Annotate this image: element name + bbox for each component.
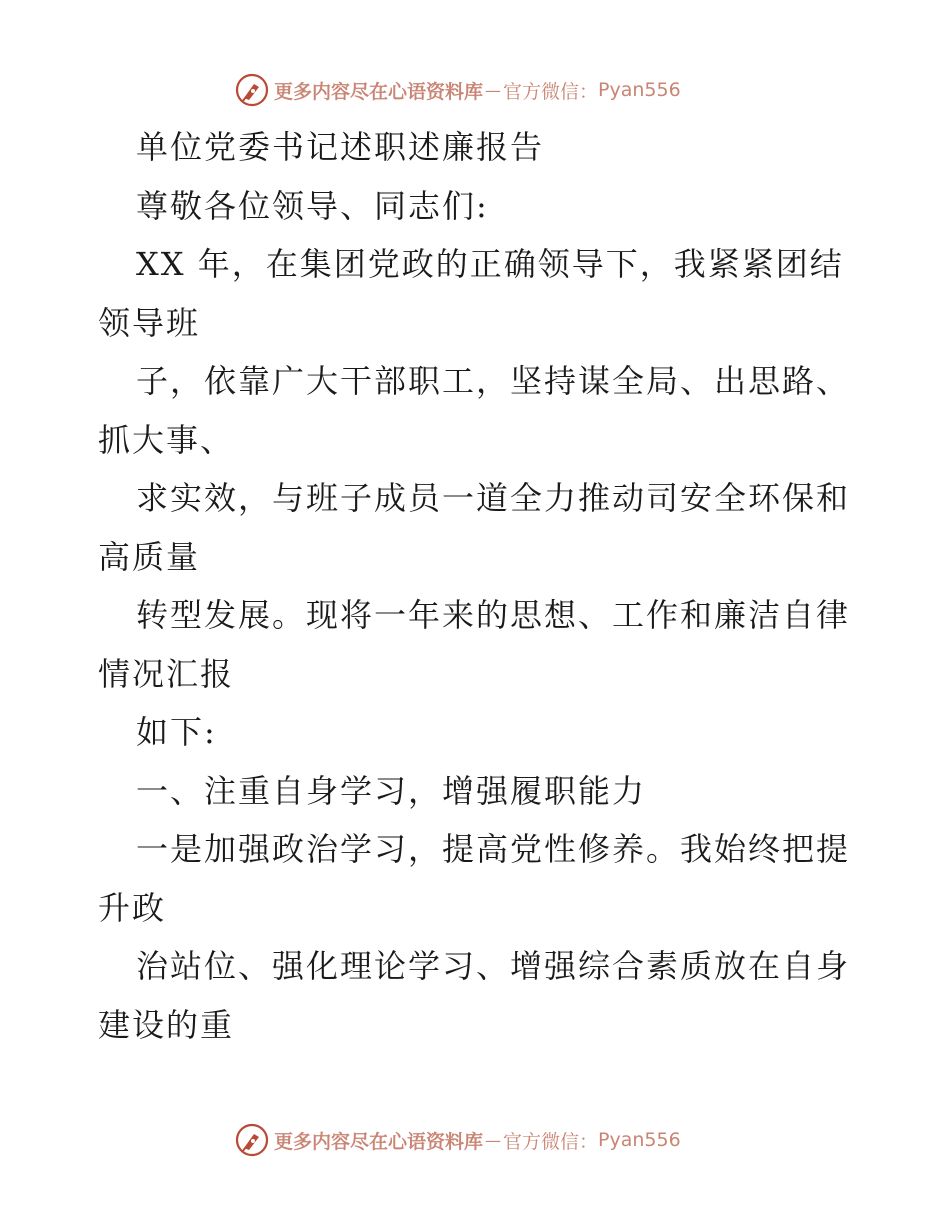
- banner-wechat-label: 官方微信：: [503, 80, 599, 103]
- doc-line: 抓大事、: [98, 420, 235, 459]
- pen-nib-logo-icon: [234, 1122, 270, 1158]
- doc-line: 如下:: [136, 713, 217, 751]
- banner-separator: —: [485, 1130, 502, 1150]
- doc-line: XX 年，在集团党政的正确领导下，我紧紧团结: [136, 245, 844, 283]
- doc-line: 建设的重: [98, 1005, 235, 1044]
- banner-wechat-id: Pyan556: [598, 79, 681, 101]
- doc-line: 情况汇报: [98, 654, 235, 693]
- pen-nib-logo-icon: [234, 72, 270, 108]
- doc-line: 领导班: [98, 303, 201, 342]
- doc-line: 升政: [98, 888, 167, 927]
- doc-line: 治站位、强化理论学习、增强综合素质放在自身: [136, 947, 851, 985]
- doc-line: 一是加强政治学习，提高党性修养。我始终把提: [136, 830, 851, 868]
- doc-line: 转型发展。现将一年来的思想、工作和廉洁自律: [136, 596, 851, 634]
- banner-main-text: 更多内容尽在心语资料库: [274, 1130, 484, 1153]
- doc-line: 子，依靠广大干部职工，坚持谋全局、出思路、: [136, 362, 851, 400]
- banner-main-text: 更多内容尽在心语资料库: [274, 80, 484, 103]
- banner-wechat-label: 官方微信：: [503, 1130, 599, 1153]
- banner-separator: —: [485, 80, 502, 100]
- footer-watermark-banner: [234, 1122, 681, 1158]
- document-body: [98, 118, 858, 1054]
- doc-line: 求实效，与班子成员一道全力推动司安全环保和: [136, 479, 851, 517]
- doc-salutation: 尊敬各位领导、同志们:: [136, 186, 489, 225]
- doc-line: 高质量: [98, 537, 201, 576]
- banner-wechat-id: Pyan556: [598, 1129, 681, 1151]
- doc-title: 单位党委书记述职述廉报告: [136, 128, 545, 166]
- section-heading: 一、注重自身学习，增强履职能力: [136, 771, 647, 810]
- header-watermark-banner: [234, 72, 681, 108]
